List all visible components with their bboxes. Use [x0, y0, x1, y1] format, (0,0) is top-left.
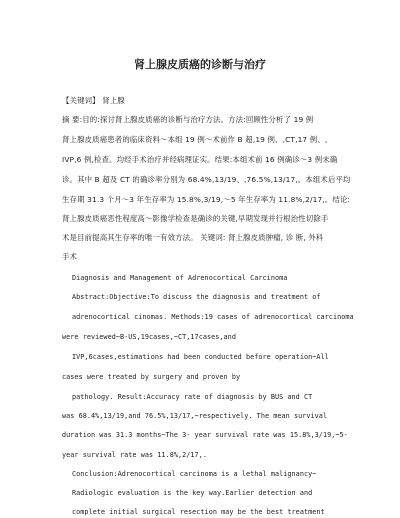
document-title: 肾上腺皮质癌的诊断与治疗: [134, 58, 266, 71]
zh-abstract-line-6: 肾上腺皮质癌恶性程度高～影像学检查是确诊的关键,早期发现并行根治性切除手: [62, 214, 329, 223]
zh-abstract-line-1: 摘 要:目的:探讨肾上腺皮质癌的诊断与治疗方法。方法:回顾性分析了 19 例: [62, 115, 314, 124]
en-abstract-line-10: Conclusion:Adrenocortical carcinoma is a lethal malignancy~: [72, 470, 317, 478]
english-title: Diagnosis and Management of Adrenocortical Carcinoma: [72, 274, 288, 282]
zh-abstract-line-8: 手术: [62, 252, 78, 261]
en-abstract-line-12: complete initial surgical resection may be the best treatment: [72, 508, 325, 516]
en-abstract-line-1: Abstract:Objective:To discuss the diagnosis and treatment of: [72, 293, 321, 301]
en-abstract-line-6: pathology. Result:Accuracy rate of diagnosis by BUS and CT: [72, 393, 313, 401]
zh-abstract-line-5: 生存期 31.3 个月～3 年生存率为 15.8%,3/19,～5 年生存率为 11.8%,2/17,。结论:: [62, 195, 351, 204]
en-abstract-line-7: was 68.4%,13/19,and 76.5%,13/17,~respectively. The mean survival: [62, 412, 328, 420]
en-abstract-line-5: cases were treated by surgery and proven by: [62, 373, 241, 381]
en-abstract-line-11: Radiologic evaluation is the key way.Earlier detection and: [72, 489, 313, 497]
en-abstract-line-4: IVP,6cases,estimations had been conducted before operation~All: [72, 353, 329, 361]
zh-abstract-line-2: 肾上腺皮质癌患者的临床资料～本组 19 例～术前作 B 超,19 例、,CT,17 例、,: [62, 135, 328, 144]
en-abstract-line-9: year survival rate was 11.8%,2/17,.: [62, 451, 207, 459]
en-abstract-line-2: adrenocortical cinomas. Methods:19 cases of adrenocortical carcinoma: [72, 313, 354, 321]
zh-abstract-line-4: 诊。其中 B 超及 CT 的确诊率分别为 68.4%,13/19、,76.5%,13/17,。本组术后平均: [62, 175, 351, 184]
keywords-line: 【关键词】 肾上腺: [62, 96, 125, 105]
en-abstract-line-3: were reviewed~B-US,19cases,~CT,17cases,and: [62, 333, 236, 341]
zh-abstract-line-3: IVP,6 例,检查。均经手术治疗并经病理证实。结果:本组术前 16 例确诊～3 例未确: [62, 155, 338, 164]
zh-abstract-line-7: 术是目前提高其生存率的唯一有效方法。 关键词: 肾上腺皮质肿瘤, 诊 断, 外科: [62, 233, 324, 242]
en-abstract-line-8: duration was 31.3 months~The 3- year survival rate was 15.8%,3/19,~5-: [62, 431, 348, 439]
